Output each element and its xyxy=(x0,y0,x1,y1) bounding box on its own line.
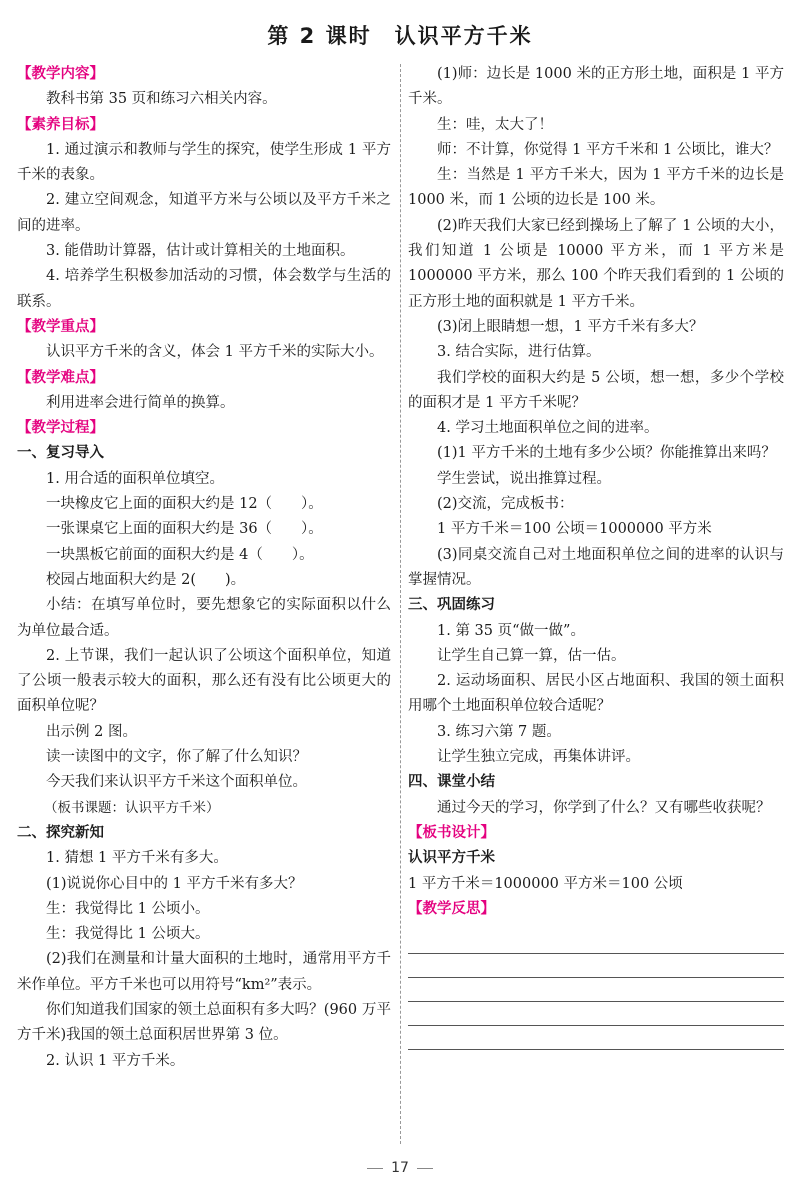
board-formula: 1 平方千米＝1000000 平方米＝100 公顷 xyxy=(408,875,683,892)
paragraph: （板书课题：认识平方千米） xyxy=(44,799,220,816)
paragraph: 让学生自己算一算，估一估。 xyxy=(437,647,626,664)
section-heading-content: 【教学内容】 xyxy=(17,66,104,82)
paragraph: 我们学校的面积大约是 5 公顷，想一想，多少个学校的面积才是 1 平方千米呢？ xyxy=(408,369,784,411)
paragraph: 1 平方千米＝100 公顷＝1000000 平方米 xyxy=(437,521,712,538)
paragraph: 生：我觉得比 1 公顷小。 xyxy=(46,900,210,917)
paragraph: (2)昨天我们大家已经到操场上了解了 1 公顷的大小，我们知道 1 公顷是 10000 平方米，而 1 平方米是 1000000 平方米，那么 100 个昨天我们看到的 1 公顷的正方形土地的面积就是 1 平方千米。 xyxy=(408,217,784,310)
paragraph: 一张课桌它上面的面积大约是 36（ ）。 xyxy=(46,521,323,538)
paragraph: 1. 第 35 页“做一做”。 xyxy=(437,622,585,639)
dash-left xyxy=(367,1168,383,1169)
paragraph: 学生尝试，说出推算过程。 xyxy=(437,470,611,487)
paragraph: 一块橡皮它上面的面积大约是 12（ ）。 xyxy=(46,496,323,513)
dash-right xyxy=(417,1168,433,1169)
difficulty-text: 利用进率会进行简单的换算。 xyxy=(46,394,235,411)
goal-item: 3. 能借助计算器，估计或计算相关的土地面积。 xyxy=(46,243,355,260)
part3-heading: 三、巩固练习 xyxy=(408,597,495,614)
paragraph: 3. 结合实际，进行估算。 xyxy=(437,344,601,361)
part2-heading: 二、探究新知 xyxy=(17,824,104,841)
content-text: 教科书第 35 页和练习六相关内容。 xyxy=(46,91,277,108)
paragraph: (3)同桌交流自己对土地面积单位之间的进率的认识与掌握情况。 xyxy=(408,546,784,588)
paragraph: 1. 用合适的面积单位填空。 xyxy=(46,470,224,487)
writing-line xyxy=(408,1026,784,1050)
page-number-text: 17 xyxy=(391,1160,409,1176)
left-column xyxy=(17,62,391,1074)
section-heading-board-design: 【板书设计】 xyxy=(408,824,495,841)
part1-heading: 一、复习导入 xyxy=(17,445,104,462)
page-title: 第 2 课时 认识平方千米 xyxy=(267,24,533,48)
paragraph: 生：我觉得比 1 公顷大。 xyxy=(46,926,210,943)
key-points-text: 认识平方千米的含义，体会 1 平方千米的实际大小。 xyxy=(46,344,384,361)
goal-item: 2. 建立空间观念，知道平方米与公顷以及平方千米之间的进率。 xyxy=(17,192,391,234)
section-heading-reflection: 【教学反思】 xyxy=(408,900,495,917)
paragraph: (1)师：边长是 1000 米的正方形土地，面积是 1 平方千米。 xyxy=(408,66,784,108)
goal-item: 1. 通过演示和教师与学生的探究，使学生形成 1 平方千米的表象。 xyxy=(17,141,391,184)
paragraph: 你们知道我们国家的领土总面积有多大吗？(960 万平方千米)我国的领土总面积居世界第 3 位。 xyxy=(17,1001,391,1044)
paragraph: 3. 练习六第 7 题。 xyxy=(437,723,561,740)
paragraph: 今天我们来认识平方千米这个面积单位。 xyxy=(46,774,307,791)
paragraph: 师：不计算，你觉得 1 平方千米和 1 公顷比，谁大？ xyxy=(437,141,779,158)
paragraph: (1)1 平方千米的土地有多少公顷？你能推算出来吗？ xyxy=(437,445,776,462)
section-heading-key-points: 【教学重点】 xyxy=(17,318,104,335)
paragraph: 出示例 2 图。 xyxy=(46,723,137,740)
paragraph: 2. 上节课，我们一起认识了公顷这个面积单位，知道了公顷一般表示较大的面积，那么还有没有比公顷更大的面积单位呢？ xyxy=(17,647,391,715)
paragraph: (3)闭上眼睛想一想，1 平方千米有多大？ xyxy=(437,318,704,335)
paragraph: 一块黑板它前面的面积大约是 4（ ）。 xyxy=(46,546,314,563)
goal-item: 4. 培养学生积极参加活动的习惯，体会数学与生活的联系。 xyxy=(17,268,391,310)
writing-line xyxy=(408,1002,784,1026)
paragraph: 通过今天的学习，你学到了什么？又有哪些收获呢？ xyxy=(437,799,771,816)
paragraph: 读一读图中的文字，你了解了什么知识？ xyxy=(46,749,307,766)
paragraph: 4. 学习土地面积单位之间的进率。 xyxy=(437,420,659,437)
section-heading-goals: 【素养目标】 xyxy=(17,116,104,133)
paragraph: (2)我们在测量和计量大面积的土地时，通常用平方千米作单位。平方千米也可以用符号“km²”表示。 xyxy=(17,951,391,993)
reflection-lines xyxy=(408,930,784,1050)
paragraph: 小结：在填写单位时，要先想象它的实际面积以什么为单位最合适。 xyxy=(17,597,391,639)
paragraph: 校园占地面积大约是 2( )。 xyxy=(46,571,246,588)
page-number xyxy=(0,1160,800,1176)
part4-heading: 四、课堂小结 xyxy=(408,774,495,791)
paragraph: 生：哇，太大了！ xyxy=(437,116,553,133)
paragraph: 2. 运动场面积、居民小区占地面积、我国的领土面积用哪个土地面积单位较合适呢？ xyxy=(408,673,784,715)
board-title: 认识平方千米 xyxy=(408,850,495,867)
paragraph: (1)说说你心目中的 1 平方千米有多大？ xyxy=(46,875,303,892)
right-column xyxy=(408,62,784,1050)
paragraph: 1. 猜想 1 平方千米有多大。 xyxy=(46,850,228,867)
writing-line xyxy=(408,930,784,954)
section-heading-process: 【教学过程】 xyxy=(17,420,104,437)
writing-line xyxy=(408,954,784,978)
paragraph: 让学生独立完成，再集体讲评。 xyxy=(437,749,640,766)
paragraph: 生：当然是 1 平方千米大，因为 1 平方千米的边长是 1000 米，而 1 公顷的边长是 100 米。 xyxy=(408,167,784,209)
section-heading-difficulty: 【教学难点】 xyxy=(17,369,104,386)
column-divider xyxy=(400,64,401,1144)
writing-line xyxy=(408,978,784,1002)
paragraph: (2)交流，完成板书： xyxy=(437,496,574,513)
paragraph: 2. 认识 1 平方千米。 xyxy=(46,1052,185,1069)
